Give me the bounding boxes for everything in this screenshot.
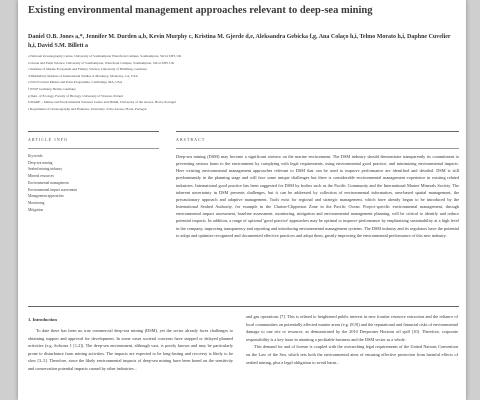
keywords-heading: Keywords: xyxy=(28,154,44,158)
affiliation-list xyxy=(28,53,458,112)
affiliation: h MARE – Marine and Environmental Sciences Centre and IMAR, University of the Azores, Horta, Portugal xyxy=(28,100,176,105)
divider xyxy=(176,148,459,149)
abstract-text: Deep-sea mining (DSM) may become a significant stressor on the marine environment. The DSM industry should demonstrate transparently its commitment to preventing serious harm to the environment by complying with legal requirements, using environmental good practice, and minimizing environmental impacts. Here existing environmental management approaches relevant to DSM that can be used to improve performance are identified and detailed. DSM is still predominantly in the planning stage and will face some unique challenges but there is considerable environmental management experience in existing related industries. International good practice has been suggested for DSM by bodies such as the Pacific Community and the International Marine Minerals Society. The inherent uncertainty in DSM presents challenges, but it can be addressed by collection of environmental information, area-based spatial management, the precautionary approach and adaptive management. Tools exist for regional and strategic management, which have already begun to be introduced by the International Seabed Authority, for example in the Clarion-Clipperton Zone in the Pacific Ocean. Project-specific environmental management, through environmental impact assessment, baseline assessment, monitoring, mitigation and environmental management planning, will be critical to identify and reduce potential impacts. In addition, a range of optional 'good practice' approaches may be optimal to improve performance by emphasizing sustainability at a high level in the company, improving transparency and reporting and introducing environmental management systems. The DSM industry and its regulators have the potential to adopt and optimize recognized and documented effective practices and adopt them, greatly improving the environmental performance of this new industry. xyxy=(176,154,459,238)
divider xyxy=(176,131,459,132)
affiliation: c Institute of Marine Ecosystem and Fishery Science, University of Hamburg, Germany xyxy=(28,67,148,72)
affiliation: a National Oceanography Centre, University of Southampton Waterfront Campus, Southampton, SO14 3ZH, UK xyxy=(28,54,182,58)
author-list: Daniel O.B. Jones a,*, Jennifer M. Durden a,b, Kevin Murphy c, Kristina M. Gjerde d,e, Aleksandra Gebicka f,g, Ana Colaço h,i, Telmo Morato h,i, Daphne Cuvelier h,i, David S.M. Billett a xyxy=(28,34,451,49)
keyword: Mineral resources xyxy=(28,174,54,179)
keyword: Environmental management xyxy=(28,180,69,185)
paragraph: This demand for and of license is coupled with the overarching legal requirements of the United Nations Convention on the Law of the Sea, which sets both the environmental aims of ensuring effective protection from harmful effects of seabed mining, plus a legal obligation to avoid harm... xyxy=(246,344,458,365)
keyword: Mitigation xyxy=(28,207,44,212)
affiliation: b Ocean and Earth Science, University of Southampton, Waterfront Campus, Southampton, SO14 3ZH, UK xyxy=(28,60,175,65)
keyword: Deep-sea mining xyxy=(28,160,53,165)
keyword: Environmental impact assessment xyxy=(28,187,77,192)
affiliation: i Department of Oceanography and Fisheries, University of the Azores, Horta, Portugal xyxy=(28,106,147,111)
keyword: Seabed mining industry xyxy=(28,167,63,172)
divider xyxy=(28,148,159,149)
affiliation: d Middlebury Institute of International Studies at Monterey, Monterey, CA, USA xyxy=(28,73,138,78)
keyword: Monitoring xyxy=(28,200,45,205)
article-info-heading: ARTICLE INFO xyxy=(28,138,69,142)
divider xyxy=(28,131,159,132)
affiliation: g Dept. of Ecology, Faculty of Biology, University of Warsaw, Poland xyxy=(28,93,123,98)
divider xyxy=(28,306,459,307)
paper-title: Existing environmental management approaches relevant to deep-sea mining xyxy=(28,5,373,16)
body-column-right xyxy=(246,313,458,366)
section-heading: 1. Introduction xyxy=(28,317,57,322)
keywords-block xyxy=(28,153,158,213)
keyword: Management approaches xyxy=(28,194,64,199)
paper-page xyxy=(18,0,466,400)
abstract-heading: ABSTRACT xyxy=(176,138,206,142)
affiliation: f WWF Germany, Berlin, Germany xyxy=(28,86,76,91)
affiliation: e IUCN Global Marine and Polar Programme, Cambridge, MA, USA xyxy=(28,80,123,85)
body-column-left xyxy=(28,327,233,373)
paragraph: To date there has been no true commercial deep-sea mining (DSM), yet the sector already faces challenges to obtaining support and approval for development. In some cases societal concerns have stopped or delayed planned activities (e.g. Solwara 1 [1,2]). The deep-sea environment, although vast, is poorly known and may be particularly prone to disturbance from mining activities. The impacts are expected to be long-lasting and recovery is likely to be slow [3–5]. Therefore, since the likely environmental impacts of deep-sea mining have been based on the sensitivity and conservation potential impacts caused by other industries... xyxy=(28,328,233,371)
paragraph: and gas operations [7]. This is related to heightened public interest in new frontier resource extraction and the reliance of local communities on potentially affected marine areas (e.g. [8,9]) and the reputational and financial risks of environmental damage to one site or resource, as demonstrated by the 2010 Deepwater Horizon oil spill [10]. Therefore, corporate responsibility is a key issue in attaining a profitable business and the DSM sector as a whole. xyxy=(246,314,458,342)
